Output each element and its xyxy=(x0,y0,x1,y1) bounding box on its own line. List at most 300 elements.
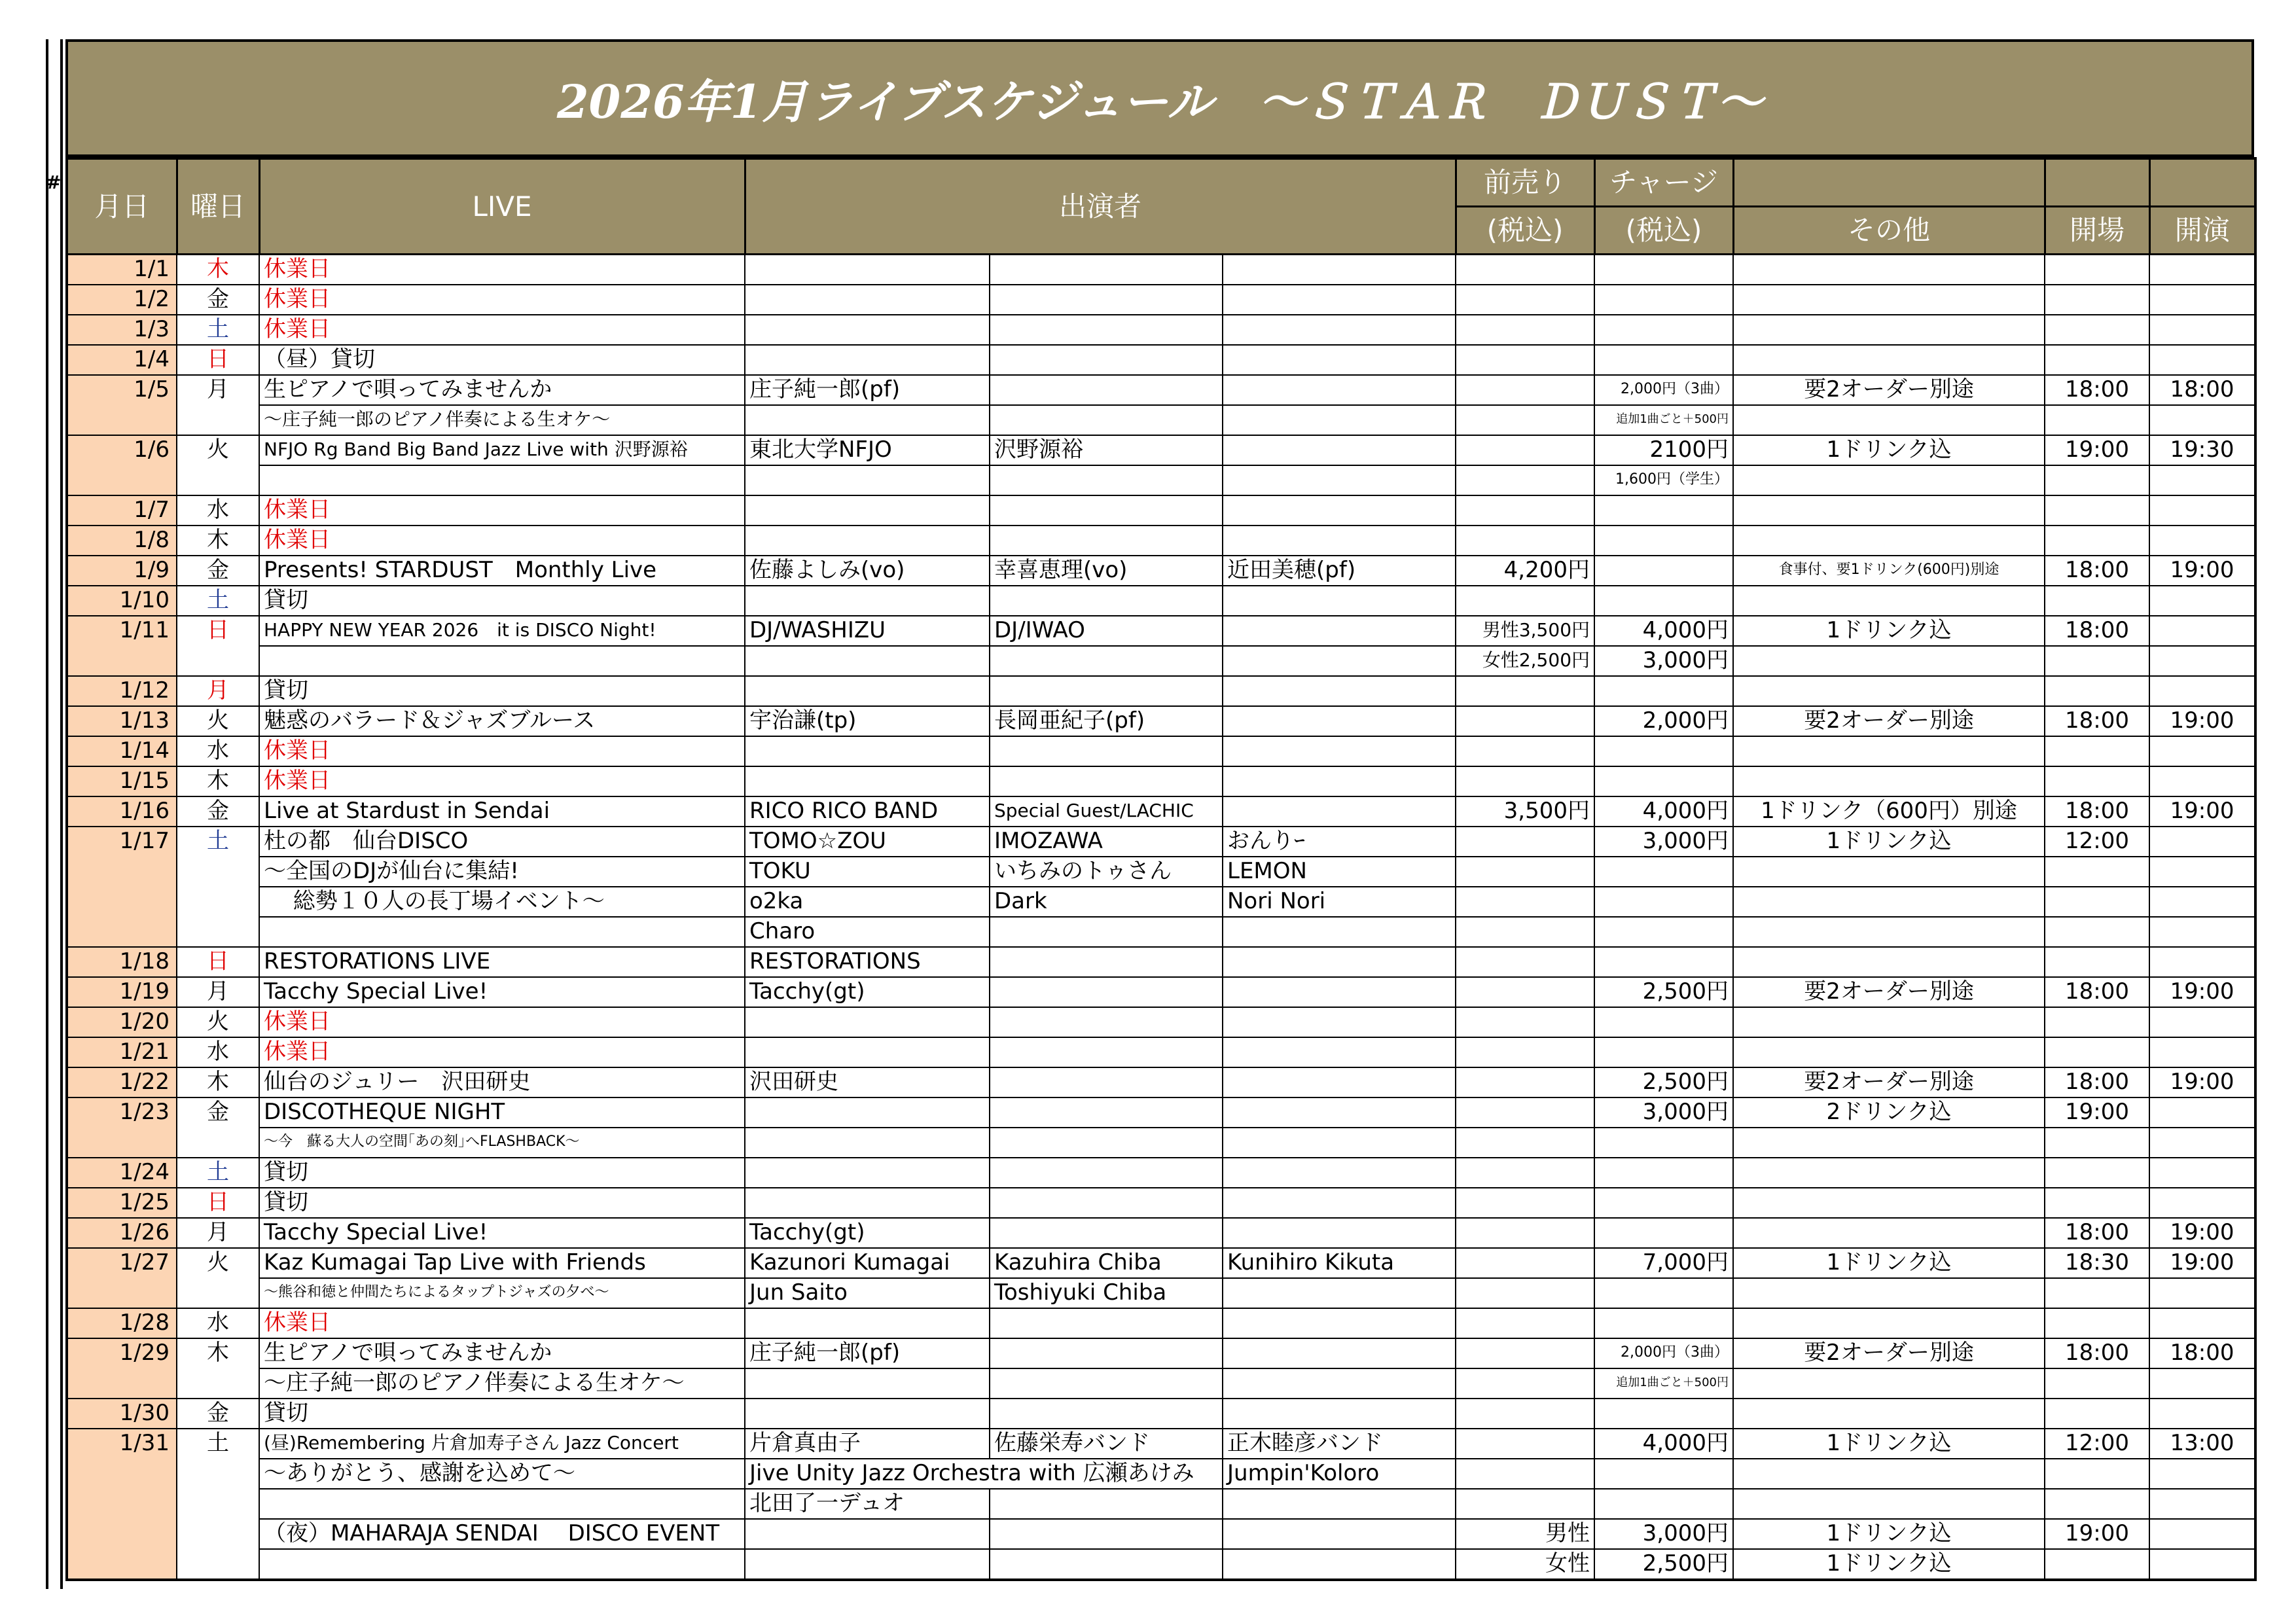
table-row xyxy=(67,405,2255,435)
advance-price-cell xyxy=(1456,947,1594,977)
other-info-cell: 1ドリンク込 xyxy=(1733,435,2045,465)
advance-price-cell xyxy=(1456,706,1594,736)
weekday-cell: 土 xyxy=(177,827,259,947)
other-info-cell xyxy=(1733,947,2045,977)
live-title-cell: ～庄子純一郎のピアノ伴奏による生オケ～ xyxy=(259,405,745,435)
table-row xyxy=(67,1188,2255,1218)
show-start-cell xyxy=(2149,1399,2255,1429)
charge-cell: 2,500円 xyxy=(1594,1067,1733,1097)
performer-cell xyxy=(745,1368,990,1399)
show-start-cell xyxy=(2149,887,2255,917)
left-margin-bar xyxy=(46,39,63,1589)
weekday-cell: 金 xyxy=(177,556,259,586)
table-row xyxy=(67,947,2255,977)
weekday-cell: 水 xyxy=(177,1308,259,1338)
other-info-cell xyxy=(1733,526,2045,556)
weekday-cell: 日 xyxy=(177,947,259,977)
performer-cell xyxy=(745,736,990,766)
performer-cell xyxy=(1223,405,1456,435)
performer-cell: 東北大学NFJO xyxy=(745,435,990,465)
table-row xyxy=(67,285,2255,315)
performer-cell xyxy=(745,465,990,495)
doors-open-cell xyxy=(2045,736,2149,766)
table-row xyxy=(67,616,2255,646)
performer-cell xyxy=(1223,796,1456,827)
charge-cell: 3,000円 xyxy=(1594,827,1733,857)
performer-cell xyxy=(990,1007,1223,1037)
performer-cell xyxy=(745,495,990,526)
other-info-cell: 1ドリンク（600円）別途 xyxy=(1733,796,2045,827)
performer-cell xyxy=(990,1158,1223,1188)
header-date: 月日 xyxy=(67,158,177,255)
show-start-cell: 18:00 xyxy=(2149,375,2255,405)
date-cell: 1/17 xyxy=(67,827,177,947)
live-title-cell: Tacchy Special Live! xyxy=(259,1218,745,1248)
live-title-cell: 仙台のジュリー 沢田研史 xyxy=(259,1067,745,1097)
performer-cell: 宇治謙(tp) xyxy=(745,706,990,736)
performer-cell: Charo xyxy=(745,917,990,947)
date-cell: 1/18 xyxy=(67,947,177,977)
performer-cell: 庄子純一郎(pf) xyxy=(745,1338,990,1368)
live-title-cell: Live at Stardust in Sendai xyxy=(259,796,745,827)
date-cell: 1/5 xyxy=(67,375,177,435)
weekday-cell: 土 xyxy=(177,315,259,345)
performer-cell xyxy=(1223,1158,1456,1188)
weekday-cell: 火 xyxy=(177,435,259,495)
performer-cell: おんりｰ xyxy=(1223,827,1456,857)
performer-cell xyxy=(1223,1097,1456,1128)
weekday-cell: 月 xyxy=(177,1218,259,1248)
show-start-cell xyxy=(2149,405,2255,435)
advance-price-cell xyxy=(1456,495,1594,526)
performer-cell xyxy=(745,1188,990,1218)
table-row xyxy=(67,1067,2255,1097)
performer-cell xyxy=(745,345,990,375)
table-row xyxy=(67,1218,2255,1248)
weekday-cell: 木 xyxy=(177,1067,259,1097)
live-title-cell: 貸切 xyxy=(259,1399,745,1429)
charge-cell xyxy=(1594,1399,1733,1429)
performer-cell: Special Guest/LACHIC xyxy=(990,796,1223,827)
performer-cell xyxy=(745,255,990,285)
advance-price-cell xyxy=(1456,1248,1594,1278)
performer-cell xyxy=(1223,586,1456,616)
doors-open-cell xyxy=(2045,255,2149,285)
doors-open-cell xyxy=(2045,1188,2149,1218)
header-open: 開場 xyxy=(2045,207,2149,255)
charge-cell xyxy=(1594,1278,1733,1308)
advance-price-cell xyxy=(1456,1097,1594,1128)
doors-open-cell xyxy=(2045,1278,2149,1308)
advance-price-cell xyxy=(1456,1399,1594,1429)
live-title-cell: 生ピアノで唄ってみませんか xyxy=(259,1338,745,1368)
performer-cell: DJ/WASHIZU xyxy=(745,616,990,646)
table-row xyxy=(67,1097,2255,1128)
performer-cell xyxy=(745,1308,990,1338)
performer-cell: いちみのトゥさん xyxy=(990,857,1223,887)
table-row xyxy=(67,1037,2255,1067)
header-start-top xyxy=(2149,158,2255,207)
weekday-cell: 月 xyxy=(177,977,259,1007)
date-cell: 1/7 xyxy=(67,495,177,526)
performer-cell xyxy=(745,285,990,315)
table-row xyxy=(67,827,2255,857)
show-start-cell xyxy=(2149,947,2255,977)
performer-cell xyxy=(1223,736,1456,766)
doors-open-cell: 19:00 xyxy=(2045,1519,2149,1549)
advance-price-cell: 女性 xyxy=(1456,1549,1594,1580)
performer-cell xyxy=(990,917,1223,947)
date-cell: 1/3 xyxy=(67,315,177,345)
performer-cell xyxy=(1223,706,1456,736)
show-start-cell xyxy=(2149,766,2255,796)
live-title-cell: Tacchy Special Live! xyxy=(259,977,745,1007)
show-start-cell xyxy=(2149,586,2255,616)
live-title-cell: ～全国のDJが仙台に集結! xyxy=(259,857,745,887)
performer-cell xyxy=(990,1519,1223,1549)
weekday-cell: 土 xyxy=(177,586,259,616)
doors-open-cell xyxy=(2045,1007,2149,1037)
advance-price-cell: 女性2,500円 xyxy=(1456,646,1594,676)
performer-cell: Dark xyxy=(990,887,1223,917)
doors-open-cell xyxy=(2045,495,2149,526)
live-title-cell xyxy=(259,1549,745,1580)
header-charge: チャージ xyxy=(1594,158,1733,207)
other-info-cell xyxy=(1733,1368,2045,1399)
performer-cell xyxy=(745,766,990,796)
live-title-cell: 休業日 xyxy=(259,1037,745,1067)
performer-cell xyxy=(1223,1218,1456,1248)
doors-open-cell xyxy=(2045,285,2149,315)
performer-cell xyxy=(1223,1489,1456,1519)
performer-cell xyxy=(745,676,990,706)
weekday-cell: 月 xyxy=(177,676,259,706)
advance-price-cell xyxy=(1456,1278,1594,1308)
date-cell: 1/24 xyxy=(67,1158,177,1188)
doors-open-cell xyxy=(2045,586,2149,616)
other-info-cell xyxy=(1733,857,2045,887)
performer-cell: RICO RICO BAND xyxy=(745,796,990,827)
doors-open-cell xyxy=(2045,345,2149,375)
other-info-cell xyxy=(1733,285,2045,315)
weekday-cell: 金 xyxy=(177,1399,259,1429)
date-cell: 1/8 xyxy=(67,526,177,556)
performer-cell xyxy=(990,465,1223,495)
performer-cell xyxy=(745,1128,990,1158)
doors-open-cell xyxy=(2045,887,2149,917)
performer-cell: Kunihiro Kikuta xyxy=(1223,1248,1456,1278)
table-row xyxy=(67,977,2255,1007)
performer-cell xyxy=(990,1128,1223,1158)
table-row xyxy=(67,435,2255,465)
performer-cell xyxy=(990,766,1223,796)
charge-cell: 追加1曲ごと＋500円 xyxy=(1594,1368,1733,1399)
live-title-cell: 貸切 xyxy=(259,676,745,706)
performer-cell xyxy=(990,1218,1223,1248)
performer-cell xyxy=(745,586,990,616)
performer-cell xyxy=(990,345,1223,375)
live-title-cell: Kaz Kumagai Tap Live with Friends xyxy=(259,1248,745,1278)
performer-cell xyxy=(1223,1128,1456,1158)
doors-open-cell xyxy=(2045,1158,2149,1188)
live-title-cell: 杜の都 仙台DISCO xyxy=(259,827,745,857)
show-start-cell xyxy=(2149,526,2255,556)
show-start-cell xyxy=(2149,1368,2255,1399)
advance-price-cell xyxy=(1456,676,1594,706)
table-row xyxy=(67,255,2255,285)
advance-price-cell xyxy=(1456,766,1594,796)
advance-price-cell xyxy=(1456,1158,1594,1188)
performer-cell xyxy=(990,375,1223,405)
performer-cell xyxy=(1223,977,1456,1007)
doors-open-cell xyxy=(2045,917,2149,947)
charge-cell: 2,000円（3曲） xyxy=(1594,1338,1733,1368)
show-start-cell: 18:00 xyxy=(2149,1338,2255,1368)
schedule-body xyxy=(67,255,2255,1580)
doors-open-cell xyxy=(2045,465,2149,495)
performer-cell xyxy=(1223,1338,1456,1368)
table-row xyxy=(67,465,2255,495)
performer-cell xyxy=(990,646,1223,676)
performer-cell xyxy=(1223,1188,1456,1218)
performer-cell: TOMO☆ZOU xyxy=(745,827,990,857)
performer-cell: 佐藤栄寿バンド xyxy=(990,1429,1223,1459)
advance-price-cell xyxy=(1456,465,1594,495)
charge-cell: 4,000円 xyxy=(1594,796,1733,827)
table-row xyxy=(67,1248,2255,1278)
weekday-cell: 日 xyxy=(177,345,259,375)
charge-cell xyxy=(1594,917,1733,947)
show-start-cell xyxy=(2149,1188,2255,1218)
advance-price-cell xyxy=(1456,1218,1594,1248)
doors-open-cell xyxy=(2045,646,2149,676)
performer-cell: 庄子純一郎(pf) xyxy=(745,375,990,405)
doors-open-cell xyxy=(2045,526,2149,556)
show-start-cell xyxy=(2149,1128,2255,1158)
date-cell: 1/11 xyxy=(67,616,177,676)
performer-cell xyxy=(1223,315,1456,345)
header-other-top xyxy=(1733,158,2045,207)
advance-price-cell xyxy=(1456,977,1594,1007)
charge-cell xyxy=(1594,857,1733,887)
show-start-cell xyxy=(2149,345,2255,375)
date-cell: 1/29 xyxy=(67,1338,177,1399)
charge-cell xyxy=(1594,1308,1733,1338)
date-cell: 1/19 xyxy=(67,977,177,1007)
weekday-cell: 木 xyxy=(177,1338,259,1399)
schedule-table xyxy=(65,157,2257,1581)
date-cell: 1/16 xyxy=(67,796,177,827)
performer-cell xyxy=(745,1037,990,1067)
performer-cell: Jive Unity Jazz Orchestra with 広瀬あけみ xyxy=(745,1459,1223,1489)
date-cell: 1/13 xyxy=(67,706,177,736)
date-cell: 1/30 xyxy=(67,1399,177,1429)
show-start-cell xyxy=(2149,1459,2255,1489)
table-row xyxy=(67,1338,2255,1368)
table-row xyxy=(67,1429,2255,1459)
other-info-cell xyxy=(1733,1037,2045,1067)
performer-cell xyxy=(990,1037,1223,1067)
live-title-cell: NFJO Rg Band Big Band Jazz Live with 沢野源裕 xyxy=(259,435,745,465)
live-title-cell: 貸切 xyxy=(259,1158,745,1188)
performer-cell: o2ka xyxy=(745,887,990,917)
performer-cell xyxy=(1223,375,1456,405)
performer-cell xyxy=(990,586,1223,616)
doors-open-cell: 18:00 xyxy=(2045,796,2149,827)
doors-open-cell: 18:00 xyxy=(2045,1218,2149,1248)
performer-cell xyxy=(745,1399,990,1429)
live-title-cell: （夜）MAHARAJA SENDAI DISCO EVENT xyxy=(259,1519,745,1549)
doors-open-cell xyxy=(2045,676,2149,706)
performer-cell: 北田了一デュオ xyxy=(745,1489,990,1519)
table-row xyxy=(67,917,2255,947)
table-row xyxy=(67,315,2255,345)
other-info-cell: 要2オーダー別途 xyxy=(1733,977,2045,1007)
advance-price-cell xyxy=(1456,917,1594,947)
table-row xyxy=(67,526,2255,556)
show-start-cell: 13:00 xyxy=(2149,1429,2255,1459)
weekday-cell: 水 xyxy=(177,1037,259,1067)
weekday-cell: 木 xyxy=(177,766,259,796)
advance-price-cell xyxy=(1456,1489,1594,1519)
live-title-cell: DISCOTHEQUE NIGHT xyxy=(259,1097,745,1128)
performer-cell xyxy=(990,315,1223,345)
show-start-cell xyxy=(2149,616,2255,646)
charge-cell xyxy=(1594,495,1733,526)
show-start-cell xyxy=(2149,255,2255,285)
weekday-cell: 日 xyxy=(177,616,259,676)
charge-cell xyxy=(1594,676,1733,706)
charge-cell: 4,000円 xyxy=(1594,1429,1733,1459)
other-info-cell xyxy=(1733,1489,2045,1519)
performer-cell xyxy=(745,1158,990,1188)
live-title-cell: 休業日 xyxy=(259,495,745,526)
performer-cell: Nori Nori xyxy=(1223,887,1456,917)
show-start-cell xyxy=(2149,827,2255,857)
other-info-cell xyxy=(1733,465,2045,495)
performer-cell xyxy=(990,977,1223,1007)
performer-cell xyxy=(745,1097,990,1128)
date-cell: 1/26 xyxy=(67,1218,177,1248)
doors-open-cell xyxy=(2045,1459,2149,1489)
weekday-cell: 金 xyxy=(177,796,259,827)
other-info-cell xyxy=(1733,345,2045,375)
performer-cell xyxy=(990,1308,1223,1338)
advance-price-cell xyxy=(1456,857,1594,887)
header-advance-tax: (税込) xyxy=(1456,207,1594,255)
other-info-cell xyxy=(1733,676,2045,706)
weekday-cell: 火 xyxy=(177,1007,259,1037)
performer-cell: RESTORATIONS xyxy=(745,947,990,977)
live-title-cell: 魅惑のバラード＆ジャズブルース xyxy=(259,706,745,736)
weekday-cell: 日 xyxy=(177,1188,259,1218)
advance-price-cell xyxy=(1456,1037,1594,1067)
performer-cell xyxy=(990,1489,1223,1519)
doors-open-cell: 18:00 xyxy=(2045,1338,2149,1368)
doors-open-cell xyxy=(2045,405,2149,435)
show-start-cell: 19:00 xyxy=(2149,1067,2255,1097)
performer-cell xyxy=(1223,285,1456,315)
header-start: 開演 xyxy=(2149,207,2255,255)
performer-cell xyxy=(1223,616,1456,646)
date-cell: 1/10 xyxy=(67,586,177,616)
live-title-cell xyxy=(259,646,745,676)
live-title-cell: 休業日 xyxy=(259,526,745,556)
show-start-cell: 19:30 xyxy=(2149,435,2255,465)
advance-price-cell xyxy=(1456,586,1594,616)
doors-open-cell xyxy=(2045,857,2149,887)
doors-open-cell: 18:00 xyxy=(2045,706,2149,736)
live-title-cell: 休業日 xyxy=(259,1308,745,1338)
date-cell: 1/25 xyxy=(67,1188,177,1218)
charge-cell xyxy=(1594,1037,1733,1067)
live-title-cell: 休業日 xyxy=(259,736,745,766)
date-cell: 1/28 xyxy=(67,1308,177,1338)
show-start-cell xyxy=(2149,736,2255,766)
show-start-cell xyxy=(2149,646,2255,676)
other-info-cell xyxy=(1733,1459,2045,1489)
weekday-cell: 月 xyxy=(177,375,259,435)
date-cell: 1/23 xyxy=(67,1097,177,1158)
date-cell: 1/4 xyxy=(67,345,177,375)
show-start-cell xyxy=(2149,676,2255,706)
table-row xyxy=(67,887,2255,917)
date-cell: 1/22 xyxy=(67,1067,177,1097)
performer-cell: Kazunori Kumagai xyxy=(745,1248,990,1278)
advance-price-cell xyxy=(1456,285,1594,315)
other-info-cell xyxy=(1733,1399,2045,1429)
table-row xyxy=(67,1007,2255,1037)
performer-cell: 正木睦彦バンド xyxy=(1223,1429,1456,1459)
performer-cell: 沢田研史 xyxy=(745,1067,990,1097)
charge-cell xyxy=(1594,887,1733,917)
doors-open-cell xyxy=(2045,1399,2149,1429)
title-banner xyxy=(65,39,2254,157)
other-info-cell: 要2オーダー別途 xyxy=(1733,706,2045,736)
table-row xyxy=(67,1308,2255,1338)
other-info-cell: 要2オーダー別途 xyxy=(1733,1338,2045,1368)
header-charge-tax: (税込) xyxy=(1594,207,1733,255)
show-start-cell: 19:00 xyxy=(2149,1218,2255,1248)
other-info-cell: 食事付、要1ドリンク(600円)別途 xyxy=(1733,556,2045,586)
date-cell: 1/21 xyxy=(67,1037,177,1067)
performer-cell: 佐藤よしみ(vo) xyxy=(745,556,990,586)
charge-cell xyxy=(1594,1188,1733,1218)
advance-price-cell xyxy=(1456,1308,1594,1338)
other-info-cell: 1ドリンク込 xyxy=(1733,1519,2045,1549)
table-row xyxy=(67,676,2255,706)
live-title-cell: Presents! STARDUST Monthly Live xyxy=(259,556,745,586)
other-info-cell xyxy=(1733,1278,2045,1308)
other-info-cell xyxy=(1733,646,2045,676)
charge-cell xyxy=(1594,315,1733,345)
weekday-cell: 火 xyxy=(177,706,259,736)
live-title-cell xyxy=(259,465,745,495)
other-info-cell: 1ドリンク込 xyxy=(1733,1549,2045,1580)
performer-cell xyxy=(745,315,990,345)
charge-cell xyxy=(1594,1158,1733,1188)
charge-cell: 追加1曲ごと＋500円 xyxy=(1594,405,1733,435)
doors-open-cell: 18:00 xyxy=(2045,977,2149,1007)
doors-open-cell xyxy=(2045,1308,2149,1338)
other-info-cell xyxy=(1733,766,2045,796)
live-title-cell xyxy=(259,917,745,947)
table-row xyxy=(67,1128,2255,1158)
live-title-cell: 貸切 xyxy=(259,586,745,616)
other-info-cell xyxy=(1733,917,2045,947)
doors-open-cell: 18:30 xyxy=(2045,1248,2149,1278)
header-performers: 出演者 xyxy=(745,158,1456,255)
